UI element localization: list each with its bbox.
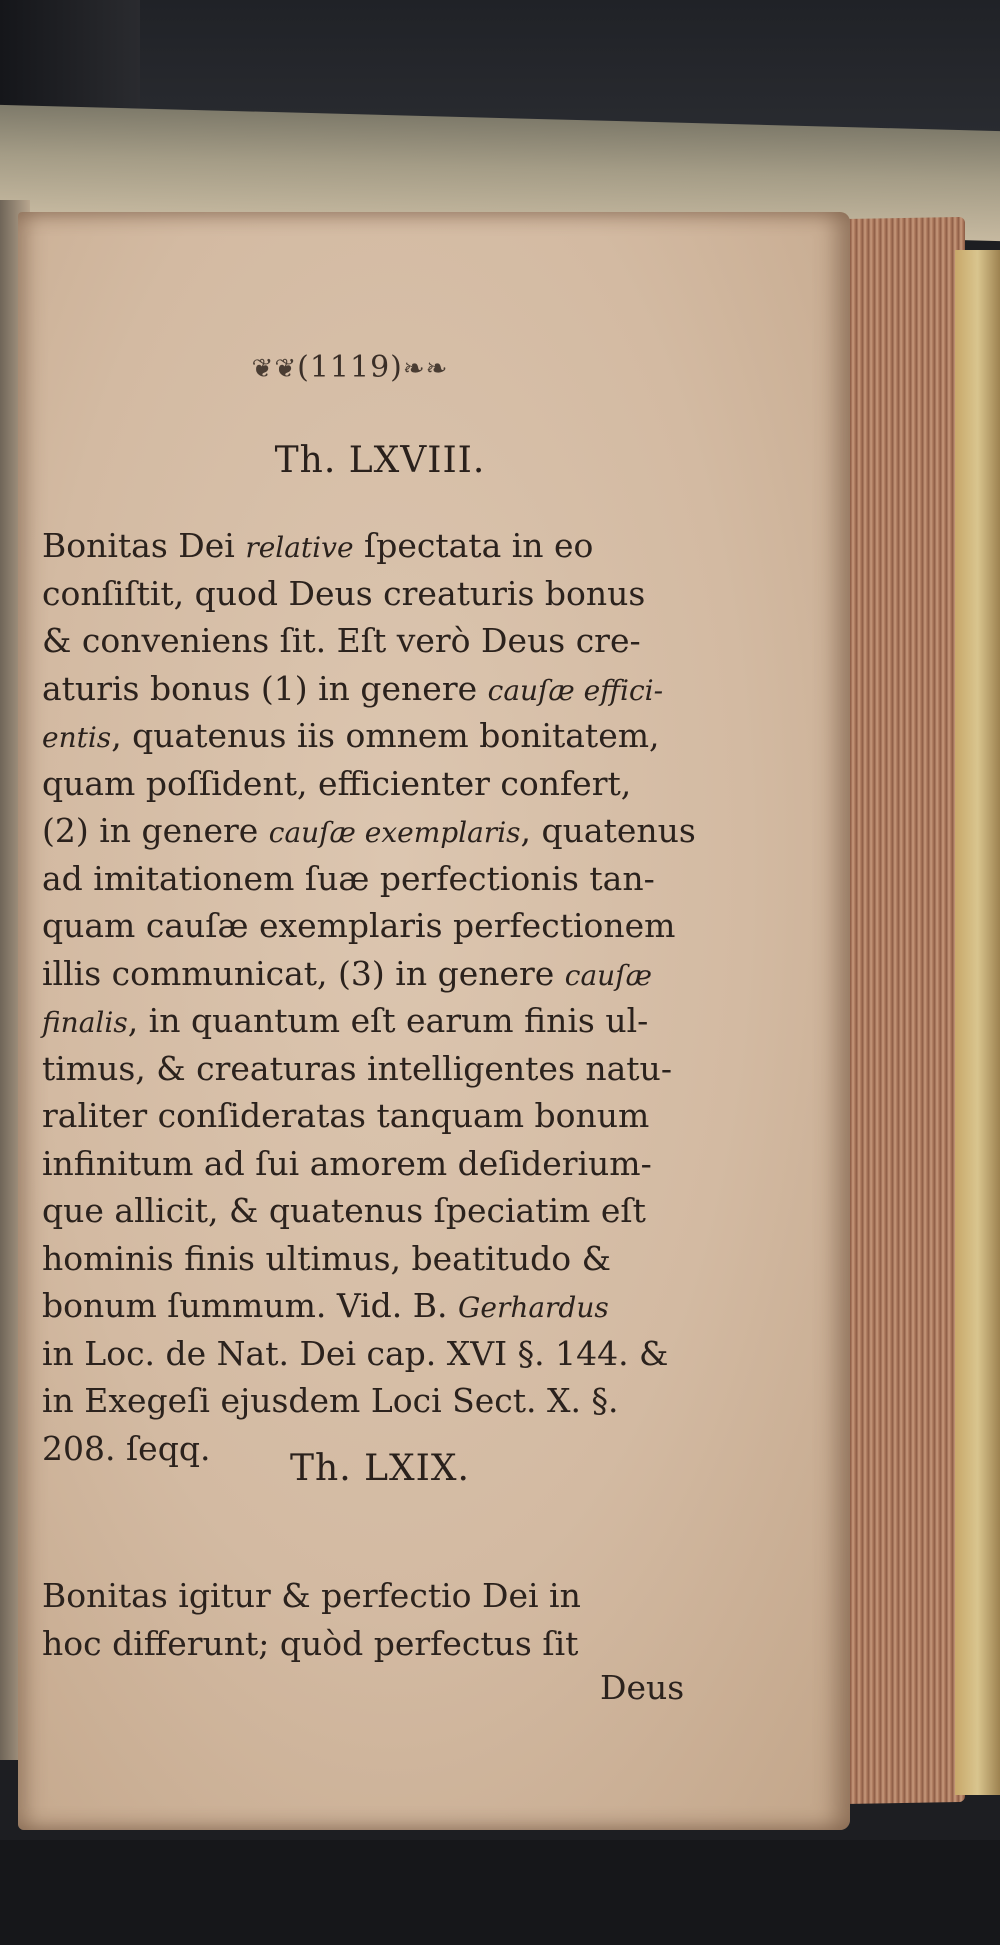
thesis-68-line: [42, 1379, 618, 1423]
text-run: conſiſtit, quod Deus creaturis bonus: [42, 573, 646, 613]
thesis-title-69: Th. LXIX.: [290, 1448, 470, 1489]
text-run: , quatenus: [520, 811, 696, 850]
italic-term: cauſæ: [564, 958, 652, 992]
text-run: 208. ſeqq.: [42, 1428, 211, 1468]
text-run: Bonitas Dei: [42, 526, 246, 565]
thesis-68-line: [42, 1047, 672, 1091]
text-run: ſpectata in eo: [353, 526, 594, 565]
ornament-right-icon: ❧❧: [402, 354, 449, 384]
italic-term: Gerhardus: [458, 1291, 609, 1324]
thesis-69-line: [42, 1622, 578, 1666]
text-run: aturis bonus (1) in genere: [42, 668, 488, 708]
italic-term: finalis: [42, 1006, 128, 1039]
thesis-68-line: [42, 999, 648, 1045]
thesis-68-line: [42, 1237, 611, 1281]
text-run: quam poſſident, efficienter confert,: [42, 763, 632, 803]
catchword: Deus: [600, 1668, 685, 1707]
thesis-68-line: [42, 952, 652, 998]
thesis-68-line: [42, 1332, 668, 1376]
thesis-69-line: [42, 1574, 581, 1618]
text-run: , quatenus iis omnem bonitatem,: [111, 716, 660, 755]
thesis-68-line: [42, 857, 655, 901]
text-run: hoc differunt; quòd perfectus ſit: [42, 1624, 579, 1663]
text-run: (2) in genere: [42, 811, 269, 850]
text-run: hominis finis ultimus, beatitudo &: [42, 1238, 612, 1278]
thesis-68-line: [42, 667, 663, 713]
thesis-68-line: [42, 1142, 652, 1186]
thesis-68-line: [42, 714, 660, 760]
page-header: [250, 350, 450, 385]
italic-term: cauſæ effici-: [487, 673, 664, 707]
thesis-68-line: [42, 904, 675, 948]
thesis-68-line: [42, 762, 631, 806]
background-bottom: [0, 1840, 1000, 1945]
thesis-68-line: [42, 524, 593, 570]
thesis-68-line: [42, 572, 645, 616]
italic-term: relative: [245, 531, 354, 564]
page-number: (1119): [297, 350, 403, 385]
thesis-68-line: [42, 619, 641, 663]
text-run: in Loc. de Nat. Dei cap. XVI §. 144. &: [42, 1333, 669, 1373]
text-run: infinitum ad ſui amorem deſiderium-: [42, 1143, 652, 1183]
text-run: quam cauſæ exemplaris perfectionem: [42, 906, 676, 945]
book-cover-edge: [955, 250, 1000, 1795]
text-run: Bonitas igitur & perfectio Dei in: [42, 1576, 581, 1615]
thesis-68-line: [42, 809, 696, 855]
page-fore-edge: [845, 217, 965, 1804]
text-run: illis communicat, (3) in genere: [42, 953, 565, 993]
italic-term: cauſæ exemplaris: [268, 816, 521, 849]
text-run: in Exegeſi ejusdem Loci Sect. X. §.: [42, 1381, 619, 1420]
thesis-68-line: [42, 1094, 649, 1138]
text-run: , in quantum eſt earum finis ul-: [127, 1001, 649, 1040]
thesis-68-line: [42, 1284, 609, 1330]
ornament-left-icon: ❦❦: [251, 354, 298, 384]
text-run: bonum ſummum. Vid. B.: [42, 1286, 458, 1325]
text-run: que allicit, & quatenus ſpeciatim eſt: [42, 1191, 646, 1230]
thesis-68-line: [42, 1189, 646, 1233]
italic-term: entis: [42, 721, 112, 754]
text-run: & conveniens ſit. Eſt verò Deus cre-: [42, 621, 641, 660]
text-run: raliter conſideratas tanquam bonum: [42, 1096, 650, 1135]
thesis-title-68: Th. LXVIII.: [274, 440, 486, 481]
text-run: ad imitationem ſuæ perfectionis tan-: [42, 858, 655, 898]
text-run: timus, & creaturas intelligentes natu-: [42, 1048, 672, 1088]
